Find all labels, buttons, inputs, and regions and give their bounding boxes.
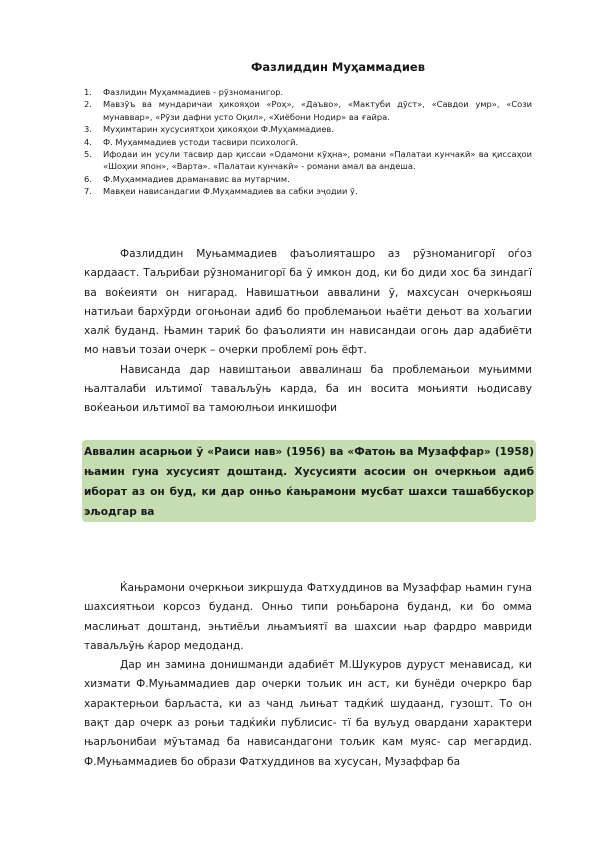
list-item: 1. Фазлидин Муҳаммадиев - рӯзноманигор. <box>84 87 284 97</box>
body-text-intro <box>84 245 532 419</box>
list-item: 5. Ифодаи ин усули тасвир дар қиссаи «Одамони кӯҳна», романи «Палатаи кунчакӣ» ва қиссаҳои «Шоҳии япон», «Варта». «Палатаи кунчакӣ» - романи амал ва андеша. <box>84 149 532 172</box>
paragraph: Ќањрамони очеркњои зикршуда Фатхуддинов ва Музаффар њамин гуна шахсиятњои корсоз буданд. Онњо типи роњбарона буданд, ки бо омма маслињат доштанд, эњтиёљи лњамъиятї ва шахсии њар фардро мавриди таваљљўњ ќарор медоданд. <box>84 582 532 652</box>
highlighted-paragraph: Аввалин асарњои ў «Раиси нав» (1956) ва «Фатоњ ва Музаффар» (1958) њамин гуна хусусият доштанд. Хусусияти асосии он очеркњои адиб иборат аз он буд, ки дар онњо ќањрамони мусбат шахси ташаббускор эљодгар ва <box>84 446 534 518</box>
page-title: Фазлиддин Муҳаммадиев <box>250 60 425 74</box>
list-item: 4. Ф. Муҳаммадиев устоди тасвири психологӣ. <box>84 136 299 147</box>
body-text-continued <box>84 579 532 772</box>
paragraph: Нависанда дар навиштањои аввалинаш ба проблемањои муњимми њалталаби иљтимої таваљљўњ карда, ба ин восита моњияти њодисаву воќеањои иљтимої ва тамоюлњои инкишофи <box>84 363 532 415</box>
list-item: 7. Мавқеи нависандагии Ф.Муҳаммадиев ва сабки эҷодии ӯ. <box>84 186 358 197</box>
topic-list <box>84 86 532 198</box>
highlighted-text-box <box>82 440 536 522</box>
list-item: 6. Ф.Муҳаммадиев драманавис ва мутарчим. <box>84 173 290 184</box>
list-item: 3. Муҳимтарин хусусиятҳои ҳикояҳои Ф.Муҳаммадиев. <box>84 124 334 135</box>
paragraph: Фазлиддин Муњаммадиев фаъолияташро аз рўзноманигорї оѓоз кардааст. Таљрибаи рўзноманигорї ба ў имкон дод, ки бо диди хос ба зиндагї ва воќеияти он нигарад. Навишатњои аввалини ў, махсусан очеркњояш натиљаи бархўрди огоњонаи адиб бо проблемањои њаёти дењот ва хољагии халќ буданд. Њамин тариќ бо фаъолияти ин нависандаи огоњ дар адабиёти мо навъи тозаи очерк – очерки проблемї роњ ёфт. <box>84 248 532 357</box>
list-item: 2. Мавзӯъ ва мундаричаи ҳикояҳои «Роҳ», «Даъво», «Мактуби дӯст», «Савдои умр», «Сози мунаввар», «Рӯзи дафни усто Оқил», «Хиёбони Нодир» ва ғайра. <box>84 99 532 122</box>
paragraph: Дар ин замина донишманди адабиёт М.Шукуров дуруст менависад, ки хизмати Ф.Муњаммадиев дар очерки тољик ин аст, ки бунёди очеркро бар характерњои барљаста, ки аз чанд љињат тадќиќ шудаанд, гузошт. То он вақт дар очерк аз роњи тадќиќи публисис- тї ба вуљуд овардани характери њарљонибаи мўътамад ба нависандагони тољик кам муяс- сар мегардид. Ф.Муњаммадиев бо образи Фатхуддинов ва хусусан, Музаффар ба <box>84 659 532 768</box>
